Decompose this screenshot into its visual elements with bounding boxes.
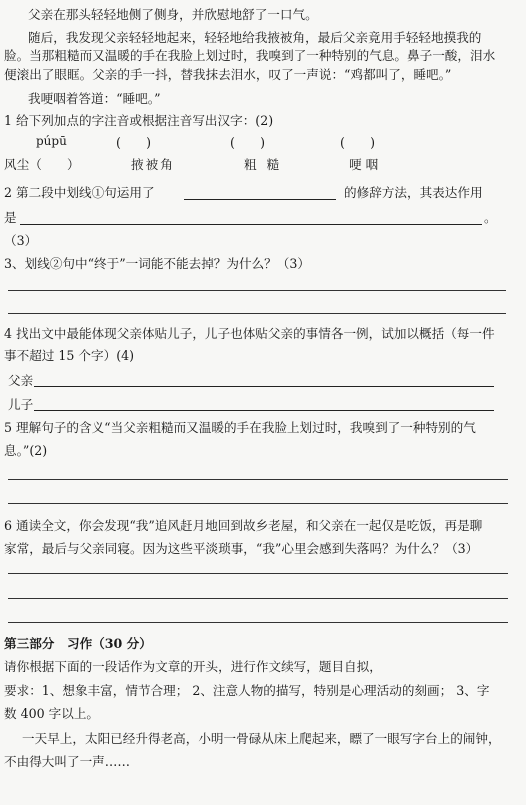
passage-p3: 我哽咽着答道：“睡吧。” (28, 91, 161, 106)
q3-text: 3、划线②句中“终于”一词能不能去掉？为什么？（3） (4, 256, 310, 271)
passage-p2-line2: 脸。当那粗糙而又温暖的手在我脸上划过时，我嗅到了一种特别的气息。鼻子一酸，泪水 (4, 48, 496, 63)
q6-answer-line[interactable] (8, 622, 508, 623)
q2-line3: （3） (4, 233, 38, 248)
q4-line2: 事不超过 15 个字）(4) (4, 348, 135, 363)
passage-p2-line3: 便滚出了眼眶。父亲的手一抖，替我抹去泪水，叹了一声说：“鸡都叫了，睡吧。” (4, 67, 452, 82)
q2-blank-rhetoric[interactable] (184, 199, 336, 200)
q1-answer-paren: ( ) (116, 135, 152, 150)
passage-p1: 父亲在那头轻轻地侧了侧身，并欣慰地舒了一口气。 (28, 7, 318, 22)
passage-p2-line1: 随后，我发现父亲轻轻地起来，轻轻地给我掖被角，最后父亲竟用手轻轻地摸我的 (28, 30, 482, 45)
q3-answer-line[interactable] (8, 290, 506, 291)
part3-requirements-line2: 数 400 字以上。 (4, 706, 100, 721)
q1-word-gengyan: 哽咽 (349, 157, 383, 172)
q5-line1: 5 理解句子的含义“当父亲粗糙而又温暖的手在我脸上划过时，我嗅到了一种特别的气 (4, 420, 476, 435)
q4-label-son: 儿子 (8, 397, 34, 412)
q1-word-yebeijiao: 掖被角 (131, 157, 175, 172)
q6-answer-line[interactable] (8, 573, 508, 574)
q6-line1: 6 通读全文，你会发现“我”追风赶月地回到故乡老屋，和父亲在一起仅是吃饭，再是聊 (4, 518, 483, 533)
q5-answer-line[interactable] (8, 503, 508, 504)
part3-intro: 请你根据下面的一段话作为文章的开头，进行作文续写，题目自拟， (4, 659, 382, 674)
q2-line1a: 2 第二段中划线①句运用了 (4, 185, 155, 200)
part3-requirements-line1: 要求：1、想象丰富，情节合理； 2、注意人物的描写，特别是心理活动的刻画； 3、字 (4, 683, 490, 698)
q2-blank-effect[interactable] (20, 224, 482, 225)
q1-pinyin: púpū (36, 134, 67, 148)
q2-line2b: 。 (484, 210, 497, 225)
q2-line1b: 的修辞方法，其表达作用 (344, 185, 483, 200)
q4-label-father: 父亲 (8, 373, 34, 388)
q5-answer-line[interactable] (8, 479, 508, 480)
q4-line1: 4 找出文中最能体现父亲体贴儿子，儿子也体贴父亲的事情各一例，试加以概括（每一件 (4, 326, 495, 341)
q2-line2a: 是 (4, 210, 17, 225)
q3-answer-line[interactable] (8, 313, 506, 314)
q5-line2: 息。”(2) (4, 443, 48, 458)
part3-story-start-line2: 不由得大叫了一声…… (4, 754, 130, 769)
q1-answer-paren: ( ) (340, 135, 376, 150)
q6-answer-line[interactable] (8, 598, 508, 599)
q4-blank-father[interactable] (34, 386, 494, 387)
q1-answer-paren: ( ) (230, 135, 266, 150)
q6-line2: 家常，最后与父亲同寝。因为这些平淡琐事，“我”心里会感到失落吗？为什么？（3） (4, 541, 479, 556)
q4-blank-son[interactable] (34, 410, 494, 411)
q1-text: 1 给下列加点的字注音或根据注音写出汉字：(2) (4, 113, 274, 128)
q1-word-fengchen: 风尘（ ） (4, 157, 80, 172)
q1-word-cucao: 粗糙 (244, 157, 290, 172)
part3-story-start-line1: 一天早上，太阳已经升得老高，小明一骨碌从床上爬起来，瞟了一眼写字台上的闹钟， (22, 731, 501, 746)
part3-title: 第三部分 习作（30 分） (4, 636, 152, 651)
